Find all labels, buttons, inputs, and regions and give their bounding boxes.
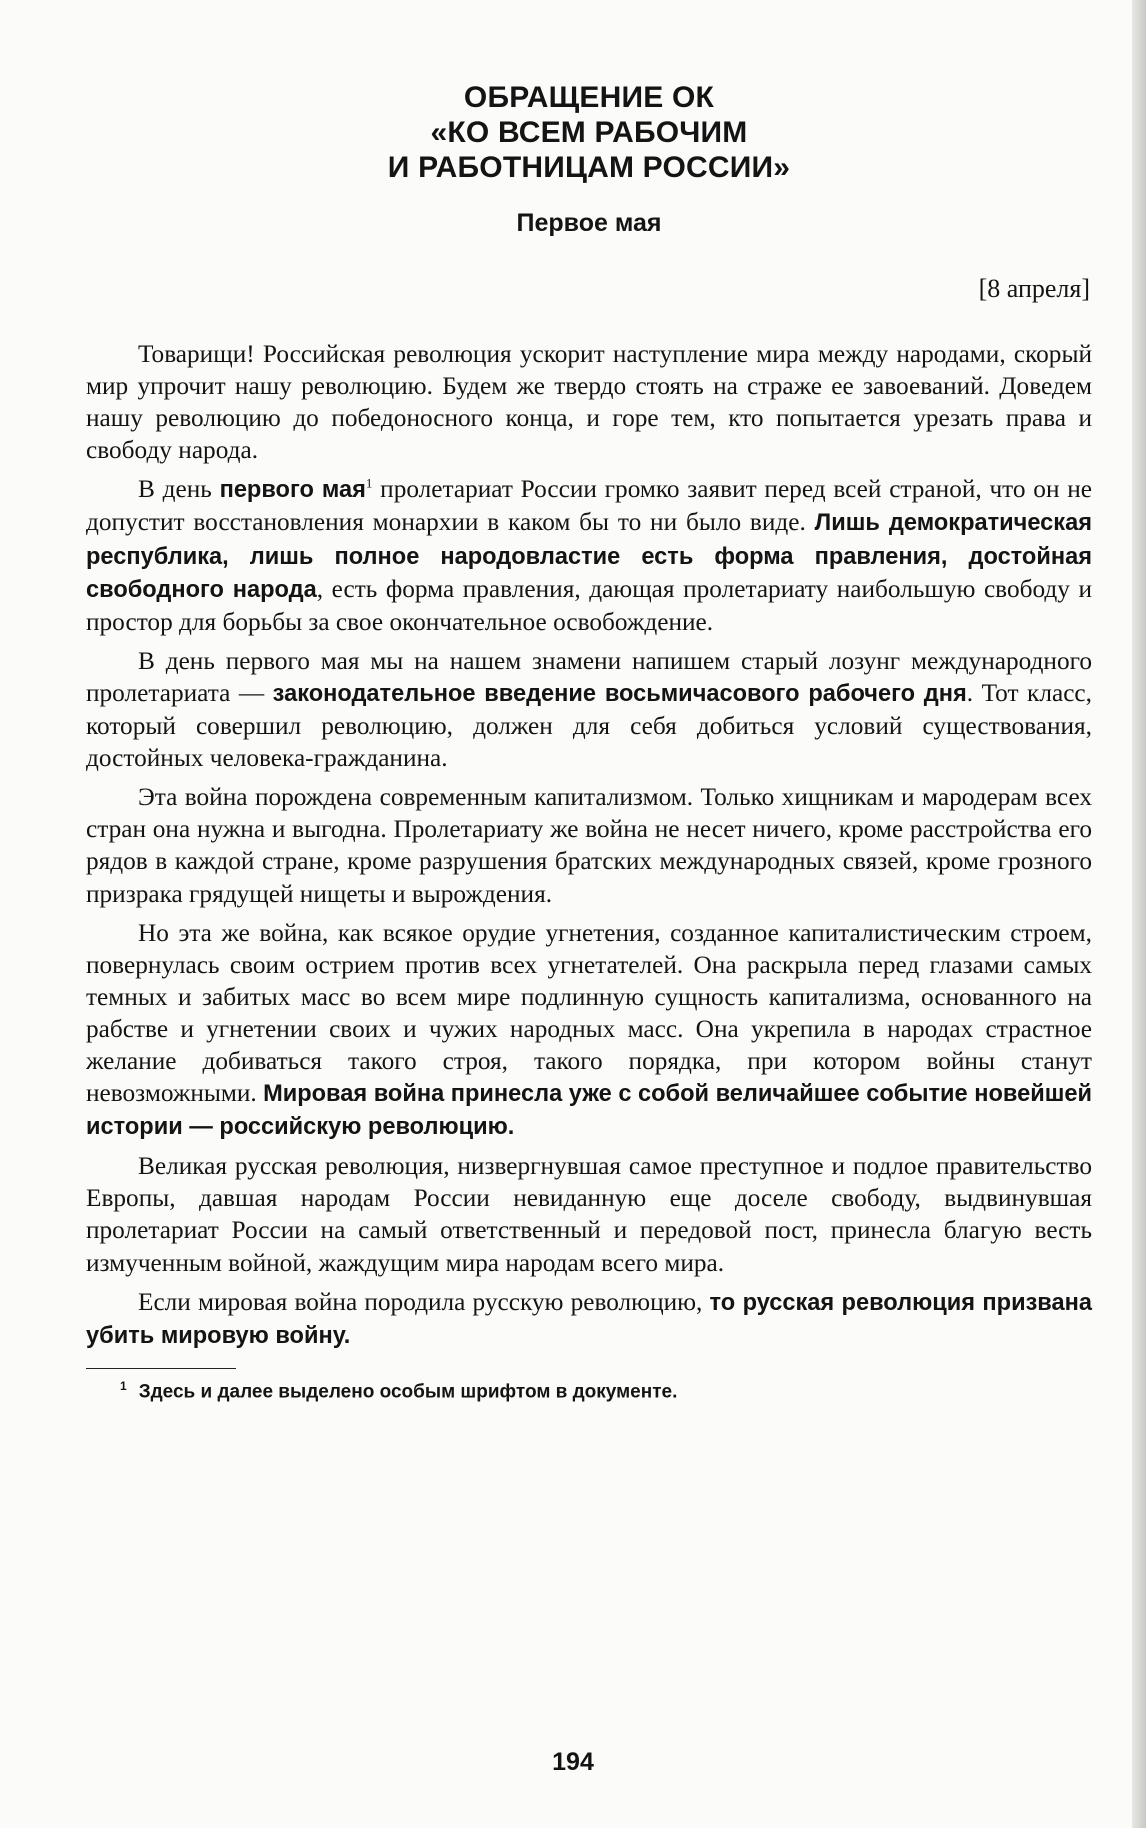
footnote-mark: 1 [120,1378,127,1393]
paragraph-5 [86,917,1092,1144]
paragraph-7 [86,1286,1092,1352]
page-number: 194 [552,1748,594,1776]
paragraph-2-text-a: В день [138,475,220,504]
footnote-reference: 1 [365,475,373,491]
paragraph-3-text-b: . Тот класс, который совершил революцию, должен для себя добиться условий существования, достойных человека-гражданина. [86,678,1092,773]
paragraph-3-emphasis: законодательное введение восьмичасового рабочего дня [272,680,967,707]
paragraph-3 [86,645,1092,774]
paragraph-2-emphasis-b: Лишь демократическая республика, лишь полное народовластие есть форма правления, достойная свободного народа [86,510,1092,603]
subtitle: Первое мая [516,209,662,237]
date: [8 апреля] [978,274,1090,303]
title-line-1: ОБРАЩЕНИЕ ОК [463,81,715,114]
footnote-text: Здесь и далее выделено особым шрифтом в документе. [138,1381,678,1403]
title-line-2: «КО ВСЕМ РАБОЧИМ [430,116,748,149]
paragraph-2 [86,473,1092,637]
document-title [86,80,1092,185]
footnote-divider [86,1368,236,1369]
paragraph-4: Эта война порождена современным капитализмом. Только хищникам и мародерам всех стран она нужна и выгодна. Пролетариату же война не несет ничего, кроме расстройства его рядов в каждой стране, кроме разрушения братских международных связей, кроме грозного призрака грядущей нищеты и вырождения. [86,783,1092,908]
paragraph-2-text-b: пролетариат России громко заявит перед всей страной, что он не допустит восстановления монархии в каком бы то ни было виде. [86,475,1093,537]
paragraph-5-emphasis: Мировая война принесла уже с собой величайшее событие новейшей истории — российскую революцию. [86,1081,1092,1141]
page-edge [1132,0,1146,1828]
paragraph-3-text-a: В день первого мая мы на нашем знамени напишем старый лозунг международного пролетариата — [86,646,1092,707]
paragraph-7-text: Если мировая война породила русскую революцию, [138,1287,710,1316]
footnote [120,1379,1092,1403]
title-line-3: И РАБОТНИЦАМ РОССИИ» [387,151,791,184]
paragraph-2-text-c: , есть форма правления, дающая пролетариату наибольшую свободу и простор для борьбы за свое окончательное освобождение. [86,574,1092,636]
paragraph-1: Товарищи! Российская революция ускорит наступление мира между народами, скорый мир упрочит нашу революцию. Будем же твердо стоять на страже ее завоеваний. Доведем нашу революцию до победоносного конца, и горе тем, кто попытается урезать права и свободу народа. [86,340,1092,465]
paragraph-6: Великая русская революция, низвергнувшая самое преступное и подлое правительство Европы, давшая народам России невиданную еще доселе свободу, выдвинувшая пролетариат России на самый ответственный и передовой пост, принесла благую весть измученным войной, жаждущим мира народам всего мира. [86,1152,1092,1277]
paragraph-5-text: Но эта же война, как всякое орудие угнетения, созданное капиталистическим строем, повернулась своим острием против всех угнетателей. Она раскрыла перед глазами самых темных и забитых масс во всем мире подлинную сущность капитализма, основанного на рабстве и угнетении своих и чужих народных масс. Она укрепила в народах страстное желание добиваться такого строя, такого порядка, при котором войны станут невозможными. [86,918,1092,1108]
document-body [86,338,1092,1352]
paragraph-2-emphasis-a: первого мая [219,477,366,504]
paragraph-7-emphasis: то русская революция призвана убить мировую войну. [86,1289,1092,1349]
